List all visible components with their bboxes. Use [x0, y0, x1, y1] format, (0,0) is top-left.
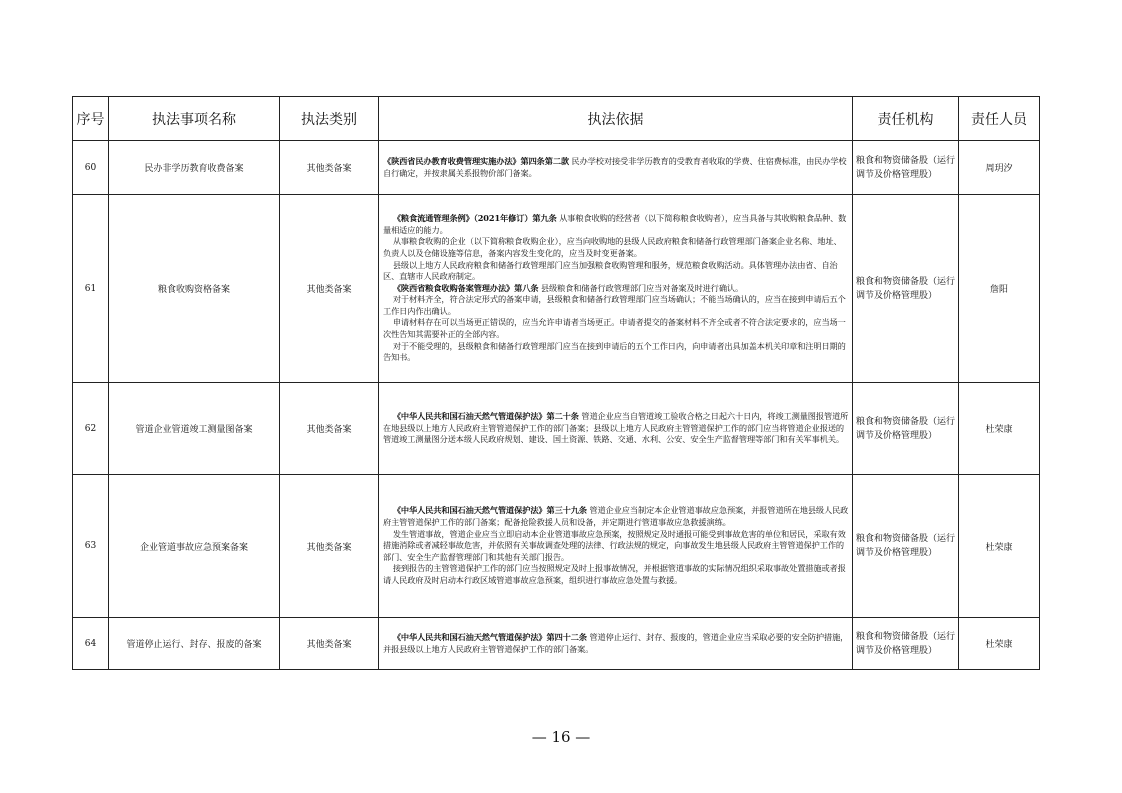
header-name: 执法事项名称 [109, 97, 280, 141]
legal-basis [379, 141, 853, 195]
item-name: 民办非学历教育收费备案 [109, 141, 280, 195]
responsible-person: 杜荣康 [959, 475, 1040, 618]
basis-paragraph [383, 236, 849, 259]
responsible-person: 杜荣康 [959, 383, 1040, 475]
basis-text: 对于材料齐全，符合法定形式的备案申请，县级粮食和储备行政管理部门应当场确认；不能当场确认的，应当在接到申请后五个工作日内作出确认。 [383, 294, 846, 316]
basis-paragraph [383, 283, 849, 295]
basis-paragraph [383, 632, 849, 655]
item-name: 管道停止运行、封存、报废的备案 [109, 618, 280, 670]
responsible-person: 周玥汐 [959, 141, 1040, 195]
basis-paragraph [383, 294, 849, 317]
legal-basis [379, 195, 853, 383]
item-name: 管道企业管道竣工测量图备案 [109, 383, 280, 475]
item-name: 企业管道事故应急预案备案 [109, 475, 280, 618]
basis-paragraph [383, 563, 849, 586]
legal-basis [379, 618, 853, 670]
basis-law-title: 《中华人民共和国石油天然气管道保护法》第三十九条 [392, 505, 587, 516]
responsible-person: 詹阳 [959, 195, 1040, 383]
basis-text: 管道企业应当制定本企业管道事故应急预案，并报管道所在地县级人民政府主管管道保护工作的部门备案；配备抢险救援人员和设备，并定期进行管道事故应急救援演练。 [383, 505, 849, 528]
page-number: — 16 — [531, 728, 591, 746]
table-row [73, 383, 1040, 475]
item-name: 粮食收购资格备案 [109, 195, 280, 383]
basis-law-title: 《陕西省粮食收购备案管理办法》第八条 [392, 282, 539, 293]
basis-text: 对于不能受理的，县级粮食和储备行政管理部门应当在接到申请后的五个工作日内，向申请者出具加盖本机关印章和注明日期的告知书。 [383, 340, 846, 363]
basis-text: 民办学校对接受非学历教育的受教育者收取的学费、住宿费标准，由民办学校自行确定，并按隶属关系报物价部门备案。 [383, 155, 847, 178]
item-category: 其他类备案 [280, 195, 379, 383]
responsible-org: 粮食和物资储备股（运行调节及价格管理股） [853, 475, 959, 618]
item-category: 其他类备案 [280, 475, 379, 618]
basis-paragraph [383, 156, 849, 179]
responsible-person: 杜荣康 [959, 618, 1040, 670]
basis-paragraph [383, 411, 849, 446]
row-number: 64 [73, 618, 109, 670]
row-number: 63 [73, 475, 109, 618]
row-number: 60 [73, 141, 109, 195]
item-category: 其他类备案 [280, 383, 379, 475]
basis-text: 从事粮食收购的经营者（以下简称粮食收购者），应当具备与其收购粮食品种、数量相适应的能力。 [383, 213, 847, 235]
responsible-org: 粮食和物资储备股（运行调节及价格管理股） [853, 618, 959, 670]
responsible-org: 粮食和物资储备股（运行调节及价格管理股） [853, 141, 959, 195]
basis-text: 管道企业应当自管道竣工验收合格之日起六十日内，将竣工测量图报管道所在地县级以上地方人民政府主管管道保护工作的部门备案；县级以上地方人民政府主管管道保护工作的部门应当将管道企业报送的管道竣工测量图分送本级人民政府规划、建设、国土资源、铁路、交通、水利、公安、安全生产监督管理等部门和有关军事机关。 [383, 411, 849, 445]
basis-law-title: 《中华人民共和国石油天然气管道保护法》第二十条 [392, 411, 579, 422]
basis-paragraph [383, 505, 849, 528]
basis-law-title: 《陕西省民办教育收费管理实施办法》第四条第二款 [383, 155, 570, 166]
header-category: 执法类别 [280, 97, 379, 141]
table-header-row [73, 97, 1040, 141]
legal-basis [379, 475, 853, 618]
basis-text: 县级以上地方人民政府粮食和储备行政管理部门应当加强粮食收购管理和服务，规范粮食收购活动。具体管理办法由省、自治区、直辖市人民政府制定。 [383, 259, 838, 282]
enforcement-table [72, 96, 1040, 670]
basis-text: 县级粮食和储备行政管理部门应当对备案及时进行确认。 [540, 282, 744, 293]
row-number: 61 [73, 195, 109, 383]
header-person: 责任人员 [959, 97, 1040, 141]
basis-law-title: 《粮食流通管理条例》（2021年修订）第九条 [392, 213, 557, 224]
responsible-org: 粮食和物资储备股（运行调节及价格管理股） [853, 383, 959, 475]
basis-paragraph [383, 317, 849, 340]
basis-text: 申请材料存在可以当场更正错误的，应当允许申请者当场更正。申请者提交的备案材料不齐全或者不符合法定要求的，应当场一次性告知其需要补正的全部内容。 [383, 317, 846, 340]
table-row [73, 141, 1040, 195]
item-category: 其他类备案 [280, 618, 379, 670]
basis-paragraph [383, 260, 849, 283]
basis-text: 接到报告的主管管道保护工作的部门应当按照规定及时上报事故情况，并根据管道事故的实际情况组织采取事故处置措施或者报请人民政府及时启动本行政区域管道事故应急预案，组织进行事故应急处置与救援。 [383, 563, 846, 585]
row-number: 62 [73, 383, 109, 475]
basis-text: 管道停止运行、封存、报废的，管道企业应当采取必要的安全防护措施，并报县级以上地方人民政府主管管道保护工作的部门备案。 [383, 631, 849, 654]
basis-text: 发生管道事故，管道企业应当立即启动本企业管道事故应急预案，按照规定及时通报可能受到事故危害的单位和居民，采取有效措施消除或者减轻事故危害，并依照有关事故调查处理的法律、行政法规的规定，向事故发生地县级人民政府主管管道保护工作的部门、安全生产监督管理部门和其他有关部门报告。 [383, 528, 846, 562]
header-org: 责任机构 [853, 97, 959, 141]
basis-text: 从事粮食收购的企业（以下简称粮食收购企业），应当向收购地的县级人民政府粮食和储备行政管理部门备案企业名称、地址、负责人以及仓储设施等信息，备案内容发生变化的，应当及时变更备案。 [383, 236, 842, 258]
table-row [73, 195, 1040, 383]
responsible-org: 粮食和物资储备股（运行调节及价格管理股） [853, 195, 959, 383]
header-num: 序号 [73, 97, 109, 141]
table-row [73, 618, 1040, 670]
basis-paragraph [383, 341, 849, 364]
basis-law-title: 《中华人民共和国石油天然气管道保护法》第四十二条 [392, 631, 587, 642]
header-basis: 执法依据 [379, 97, 853, 141]
basis-paragraph [383, 213, 849, 236]
table-row [73, 475, 1040, 618]
legal-basis [379, 383, 853, 475]
basis-paragraph [383, 529, 849, 564]
item-category: 其他类备案 [280, 141, 379, 195]
